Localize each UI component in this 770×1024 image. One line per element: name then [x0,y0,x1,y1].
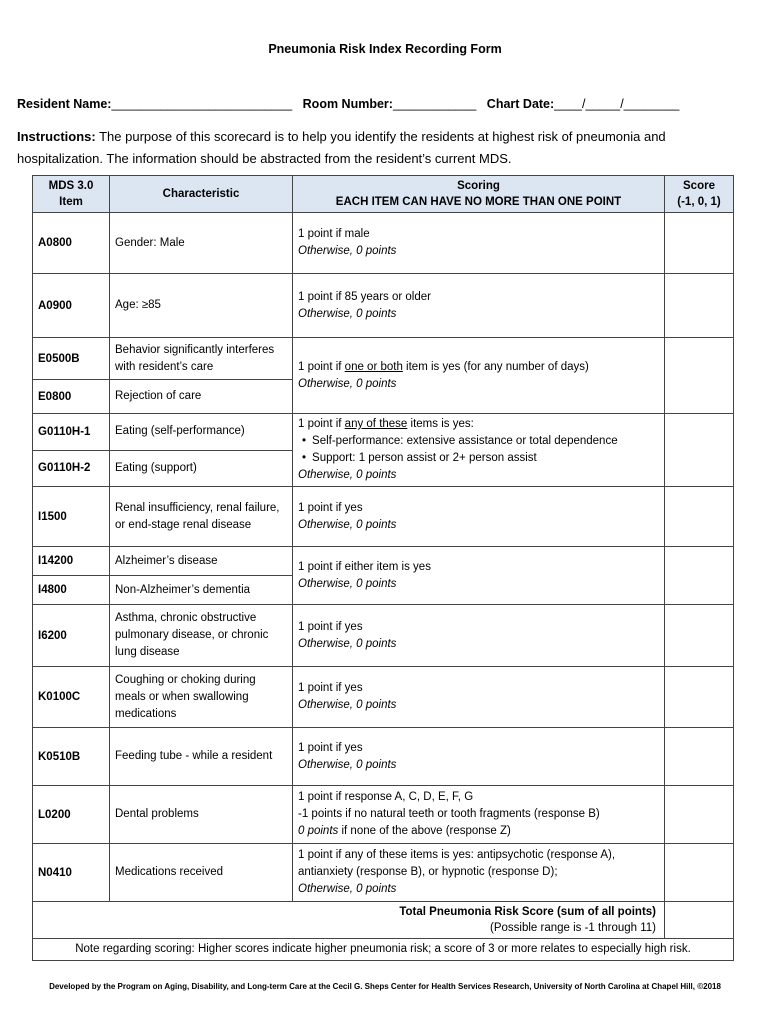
footer-credit: Developed by the Program on Aging, Disability, and Long-term Care at the Cecil G. Sheps Center for Health Services Research, University of North Carolina at Chapel Hill, ©2018 [49,982,721,991]
score-cell[interactable] [665,414,734,487]
item-code: I4800 [33,576,110,605]
item-code: I14200 [33,547,110,576]
item-code: A0900 [33,274,110,338]
page-title: Pneumonia Risk Index Recording Form [268,42,502,56]
item-scoring [293,786,665,844]
score-cell[interactable] [665,338,734,414]
scoring-line: 1 point if response A, C, D, E, F, G [298,791,474,803]
item-scoring [293,414,665,487]
scoring-line: -1 points if no natural teeth or tooth fragments (response B) [298,808,600,820]
scoring-line: 1 point if 85 years or older [298,290,431,303]
scoring-underlined: one or both [344,360,403,373]
item-scoring [293,338,665,414]
scoring-bullet: • Support: 1 person assist or 2+ person assist [312,450,659,467]
score-cell[interactable] [665,274,734,338]
scoring-otherwise: Otherwise, 0 points [298,469,397,481]
item-code: I1500 [33,487,110,547]
item-characteristic: Eating (self-performance) [110,414,293,451]
score-cell[interactable] [665,213,734,274]
scoring-otherwise: Otherwise, 0 points [298,377,397,390]
scoring-line: 1 point if either item is yes [298,560,431,573]
scoring-otherwise: Otherwise, 0 points [298,245,397,257]
instructions-label: Instructions: [17,129,96,144]
item-scoring [293,728,665,786]
item-characteristic: Dental problems [110,786,293,844]
total-score-cell[interactable] [665,902,734,939]
scoring-otherwise: Otherwise, 0 points [298,883,397,895]
header-characteristic: Characteristic [110,176,293,213]
score-cell[interactable] [665,844,734,902]
header-item [33,176,110,213]
item-code: L0200 [33,786,110,844]
scoring-line: 1 point if yes [298,620,363,633]
scoring-line: if none of the above (response Z) [338,825,511,837]
header-score-line1: Score [683,180,715,192]
scoring-bullet: • Self-performance: extensive assistance or total dependence [312,433,659,450]
item-characteristic: Eating (support) [110,450,293,487]
table-row [33,667,734,728]
instructions [17,126,737,170]
total-row [33,902,734,939]
score-cell[interactable] [665,786,734,844]
item-characteristic: Renal insufficiency, renal failure, or end-stage renal disease [110,487,293,547]
score-cell[interactable] [665,728,734,786]
item-scoring [293,605,665,667]
room-number-field[interactable]: ____________ [392,97,477,111]
table-row [33,786,734,844]
item-characteristic: Gender: Male [110,213,293,274]
scoring-note: Note regarding scoring: Higher scores indicate higher pneumonia risk; a score of 3 or more relates to especially high risk. [33,939,734,961]
item-code: I6200 [33,605,110,667]
scoring-otherwise: Otherwise, 0 points [298,518,397,531]
item-code: K0100C [33,667,110,728]
note-row [33,939,734,961]
item-code: E0800 [33,380,110,414]
item-scoring [293,667,665,728]
header-score-line2: (-1, 0, 1) [677,196,721,208]
item-code: E0500B [33,338,110,380]
item-code: K0510B [33,728,110,786]
scoring-table [32,175,734,961]
total-range: (Possible range is -1 through 11) [490,922,656,934]
room-number-label: Room Number: [302,97,393,111]
table-row [33,414,734,451]
item-characteristic: Coughing or choking during meals or when swallowing medications [110,667,293,728]
scoring-otherwise: Otherwise, 0 points [298,758,397,771]
table-row [33,338,734,380]
resident-name-field[interactable]: __________________________ [111,97,293,111]
item-characteristic: Age: ≥85 [110,274,293,338]
scoring-otherwise: Otherwise, 0 points [298,307,397,320]
chart-date-label: Chart Date: [486,97,555,111]
item-characteristic: Non-Alzheimer’s dementia [110,576,293,605]
table-row [33,728,734,786]
resident-name-label: Resident Name: [17,97,112,111]
item-characteristic: Asthma, chronic obstructive pulmonary disease, or chronic lung disease [110,605,293,667]
item-characteristic: Behavior significantly interferes with resident’s care [110,338,293,380]
header-scoring-line2: EACH ITEM CAN HAVE NO MORE THAN ONE POINT [335,196,622,208]
header-item-line2: Item [59,196,83,208]
item-scoring [293,213,665,274]
header-scoring [293,176,665,213]
score-cell[interactable] [665,487,734,547]
table-row [33,547,734,576]
item-characteristic: Alzheimer’s disease [110,547,293,576]
item-characteristic: Rejection of care [110,380,293,414]
table-row [33,605,734,667]
item-code: G0110H-2 [33,450,110,487]
header-scoring-line1: Scoring [457,180,500,192]
table-row [33,274,734,338]
chart-date-field[interactable]: ____/_____/________ [554,97,680,111]
score-cell[interactable] [665,605,734,667]
scoring-line: 1 point if yes [298,741,363,754]
table-row [33,487,734,547]
item-characteristic: Feeding tube - while a resident [110,728,293,786]
item-scoring [293,547,665,605]
scoring-line: 1 point if any of these items is yes: antipsychotic (response A), antianxiety (response B), or hypnotic (response D); [298,849,616,878]
scoring-pre: 1 point if [298,418,345,430]
total-label-text: Total Pneumonia Risk Score (sum of all points) [399,906,656,918]
scoring-otherwise: Otherwise, 0 points [298,699,397,711]
scoring-otherwise: Otherwise, 0 points [298,577,397,590]
scoring-pre: 1 point if [298,360,345,373]
score-cell[interactable] [665,667,734,728]
item-characteristic: Medications received [110,844,293,902]
scoring-bullets [298,433,659,467]
item-code: G0110H-1 [33,414,110,451]
scoring-zero: 0 points [298,825,339,837]
scoring-line: 1 point if yes [298,501,363,514]
item-scoring [293,274,665,338]
scoring-underlined: any of these [344,418,408,430]
total-label [33,902,665,939]
scoring-post: items is yes: [407,418,474,430]
scoring-line: 1 point if yes [298,682,363,694]
header-item-line1: MDS 3.0 [48,180,94,192]
instructions-text: The purpose of this scorecard is to help you identify the residents at highest risk of pneumonia and hospitalization. The information should be abstracted from the resident’s current MDS. [17,129,666,166]
item-code: A0800 [33,213,110,274]
table-row [33,844,734,902]
header-score [665,176,734,213]
scoring-post: item is yes (for any number of days) [402,360,589,373]
table-row [33,213,734,274]
item-scoring [293,844,665,902]
scoring-line: 1 point if male [298,228,370,240]
header-fields [17,97,757,111]
score-cell[interactable] [665,547,734,605]
item-code: N0410 [33,844,110,902]
scoring-otherwise: Otherwise, 0 points [298,637,397,650]
item-scoring [293,487,665,547]
